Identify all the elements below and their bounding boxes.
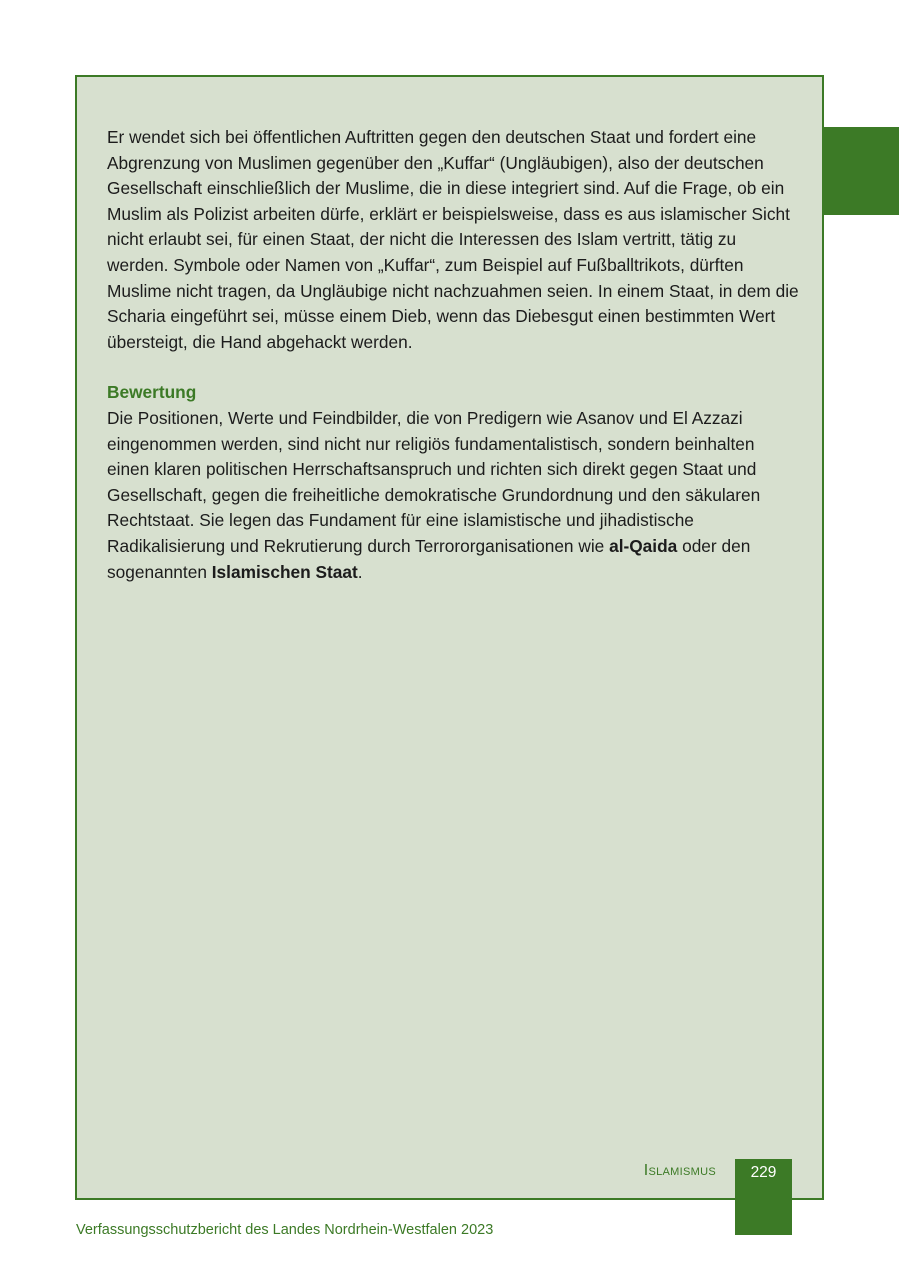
page-number: 229 — [750, 1164, 777, 1181]
chapter-side-tab — [822, 127, 899, 215]
section-heading: Bewertung — [107, 382, 197, 403]
footer-text: Verfassungsschutzbericht des Landes Nordrhein-Westfalen 2023 — [76, 1222, 494, 1238]
paragraph-2-text-3: . — [357, 561, 363, 582]
main-text — [107, 125, 799, 585]
paragraph-2-text-1: Die Positionen, Werte und Feindbilder, die von Predigern wie Asanov und El Azzazi eingenommen werden, sind nicht nur religiös fundamentalistisch, sondern beinhalten einen klaren politischen Herrschaftsanspruch und richten sich direkt gegen Staat und Gesellschaft, gegen die freiheitliche demokratische Grundordnung und den säkularen Rechtstaat. Sie legen das Fundament für eine islamistische und jihadistische Radikalisierung und Rekrutierung durch Terrororganisationen wie — [107, 407, 761, 556]
page-number-tab — [735, 1159, 792, 1235]
term-islamischer-staat: Islamischen Staat — [211, 561, 358, 582]
paragraph-2 — [107, 406, 799, 585]
section-label: Islamismus — [643, 1162, 716, 1179]
paragraph-1: Er wendet sich bei öffentlichen Auftritten gegen den deutschen Staat und fordert eine Abgrenzung von Muslimen gegenüber den „Kuffar“ (Ungläubigen), also der deutschen Gesellschaft einschließlich der Muslime, die in diese integriert sind. Auf die Frage, ob ein Muslim als Polizist arbeiten dürfe, erklärt er beispielsweise, dass es aus islamischer Sicht nicht erlaubt sei, für einen Staat, der nicht die Interessen des Islam vertritt, tätig zu werden. Symbole oder Namen von „Kuffar“, zum Beispiel auf Fußballtrikots, dürften Muslime nicht tragen, da Ungläubige nicht nachzuahmen seien. In einem Staat, in dem die Scharia eingeführt sei, müsse einem Dieb, wenn das Diebesgut einen bestimmten Wert übersteigt, die Hand abgehackt werden. — [107, 127, 799, 352]
term-al-qaida: al-Qaida — [609, 535, 678, 556]
paragraph-2-text-2: oder den sogenannten — [107, 535, 751, 582]
